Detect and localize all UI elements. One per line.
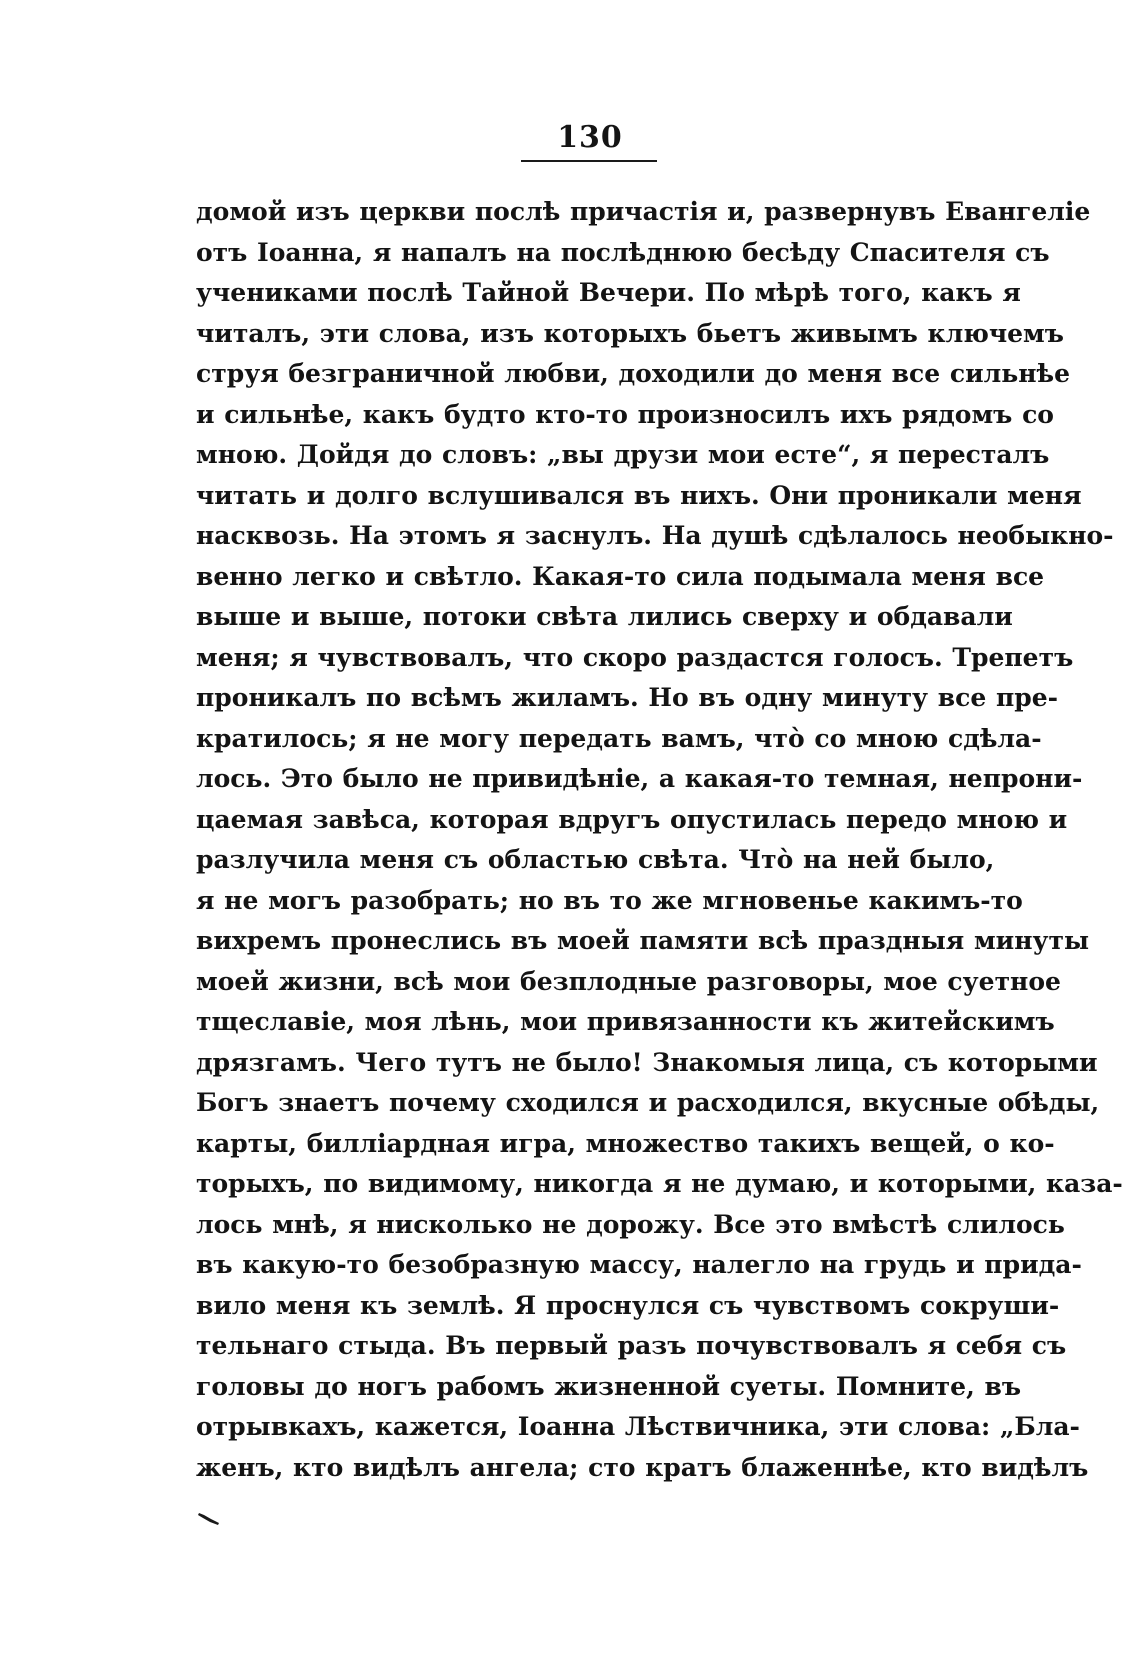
text-line: моей жизни, всѣ мои безплодные разговоры, мое суетное xyxy=(196,966,1061,996)
text-line: меня; я чувствовалъ, что скоро раздастся голосъ. Трепетъ xyxy=(196,642,1074,672)
text-line: венно легко и свѣтло. Какая-то сила подымала меня все xyxy=(196,561,1045,591)
text-line: цаемая завѣса, которая вдругъ опустилась передо мною и xyxy=(196,804,1068,834)
text-line: кратилось; я не могу передать вамъ, чтò со мною сдѣла- xyxy=(196,723,1042,753)
text-line: выше и выше, потоки свѣта лились сверху и обдавали xyxy=(196,602,1013,631)
text-line: струя безграничной любви, доходили до меня все сильнѣе xyxy=(196,359,1070,388)
text-line: домой изъ церкви послѣ причастія и, развернувъ Евангеліе xyxy=(196,197,1091,226)
text-line: читать и долго вслушивался въ нихъ. Они проникали меня xyxy=(196,480,1082,510)
text-line: я не могъ разобрать; но въ то же мгновенье какимъ-то xyxy=(196,885,1023,915)
text-line: лось мнѣ, я нисколько не дорожу. Все это вмѣстѣ слилось xyxy=(196,1209,1065,1239)
text-line: проникалъ по всѣмъ жиламъ. Но въ одну минуту все пре- xyxy=(196,683,1059,712)
text-line: отъ Іоанна, я напалъ на послѣднюю бесѣду Спасителя съ xyxy=(196,237,1050,267)
text-line: головы до ногъ рабомъ жизненной суеты. Помните, въ xyxy=(196,1371,1022,1401)
text-line: тщеславіе, моя лѣнь, мои привязанности къ житейскимъ xyxy=(196,1007,1055,1036)
text-line: вило меня къ землѣ. Я проснулся съ чувствомъ сокруши- xyxy=(196,1290,1060,1320)
text-line: женъ, кто видѣлъ ангела; сто кратъ блаженнѣе, кто видѣлъ xyxy=(196,1452,1089,1482)
text-line: учениками послѣ Тайной Вечери. По мѣрѣ того, какъ я xyxy=(196,278,1021,307)
text-line: читалъ, эти слова, изъ которыхъ бьетъ живымъ ключемъ xyxy=(196,318,1064,348)
text-line: вихремъ пронеслись въ моей памяти всѣ праздныя минуты xyxy=(196,926,1090,955)
page-number: 130 xyxy=(557,120,623,155)
ink-speck-mark xyxy=(198,1510,222,1526)
text-line: въ какую-то безобразную массу, налегло на грудь и прида- xyxy=(196,1250,1082,1279)
text-line: тельнаго стыда. Въ первый разъ почувствовалъ я себя съ xyxy=(196,1331,1067,1360)
text-line: дрязгамъ. Чего тутъ не было! Знакомыя лица, съ которыми xyxy=(196,1047,1098,1077)
text-line: торыхъ, по видимому, никогда я не думаю, и которыми, каза- xyxy=(196,1169,1123,1198)
page-number-rule xyxy=(521,160,657,162)
text-line: отрывкахъ, кажется, Іоанна Лѣствичника, эти слова: „Бла- xyxy=(196,1412,1080,1441)
text-line: мною. Дойдя до словъ: „вы друзи мои есте“, я пересталъ xyxy=(196,440,1050,469)
text-line: лось. Это было не привидѣніе, а какая-то темная, непрони- xyxy=(196,764,1083,793)
text-line: карты, билліардная игра, множество такихъ вещей, о ко- xyxy=(196,1128,1055,1158)
text-line: и сильнѣе, какъ будто кто-то произносилъ ихъ рядомъ со xyxy=(196,399,1054,429)
text-line: насквозь. На этомъ я заснулъ. На душѣ сдѣлалось необыкно- xyxy=(196,521,1114,550)
text-line: Богъ знаетъ почему сходился и расходился, вкусные обѣды, xyxy=(196,1088,1100,1117)
body-text xyxy=(196,192,1123,1488)
text-line: разлучила меня съ областью свѣта. Чтò на ней было, xyxy=(196,845,995,874)
